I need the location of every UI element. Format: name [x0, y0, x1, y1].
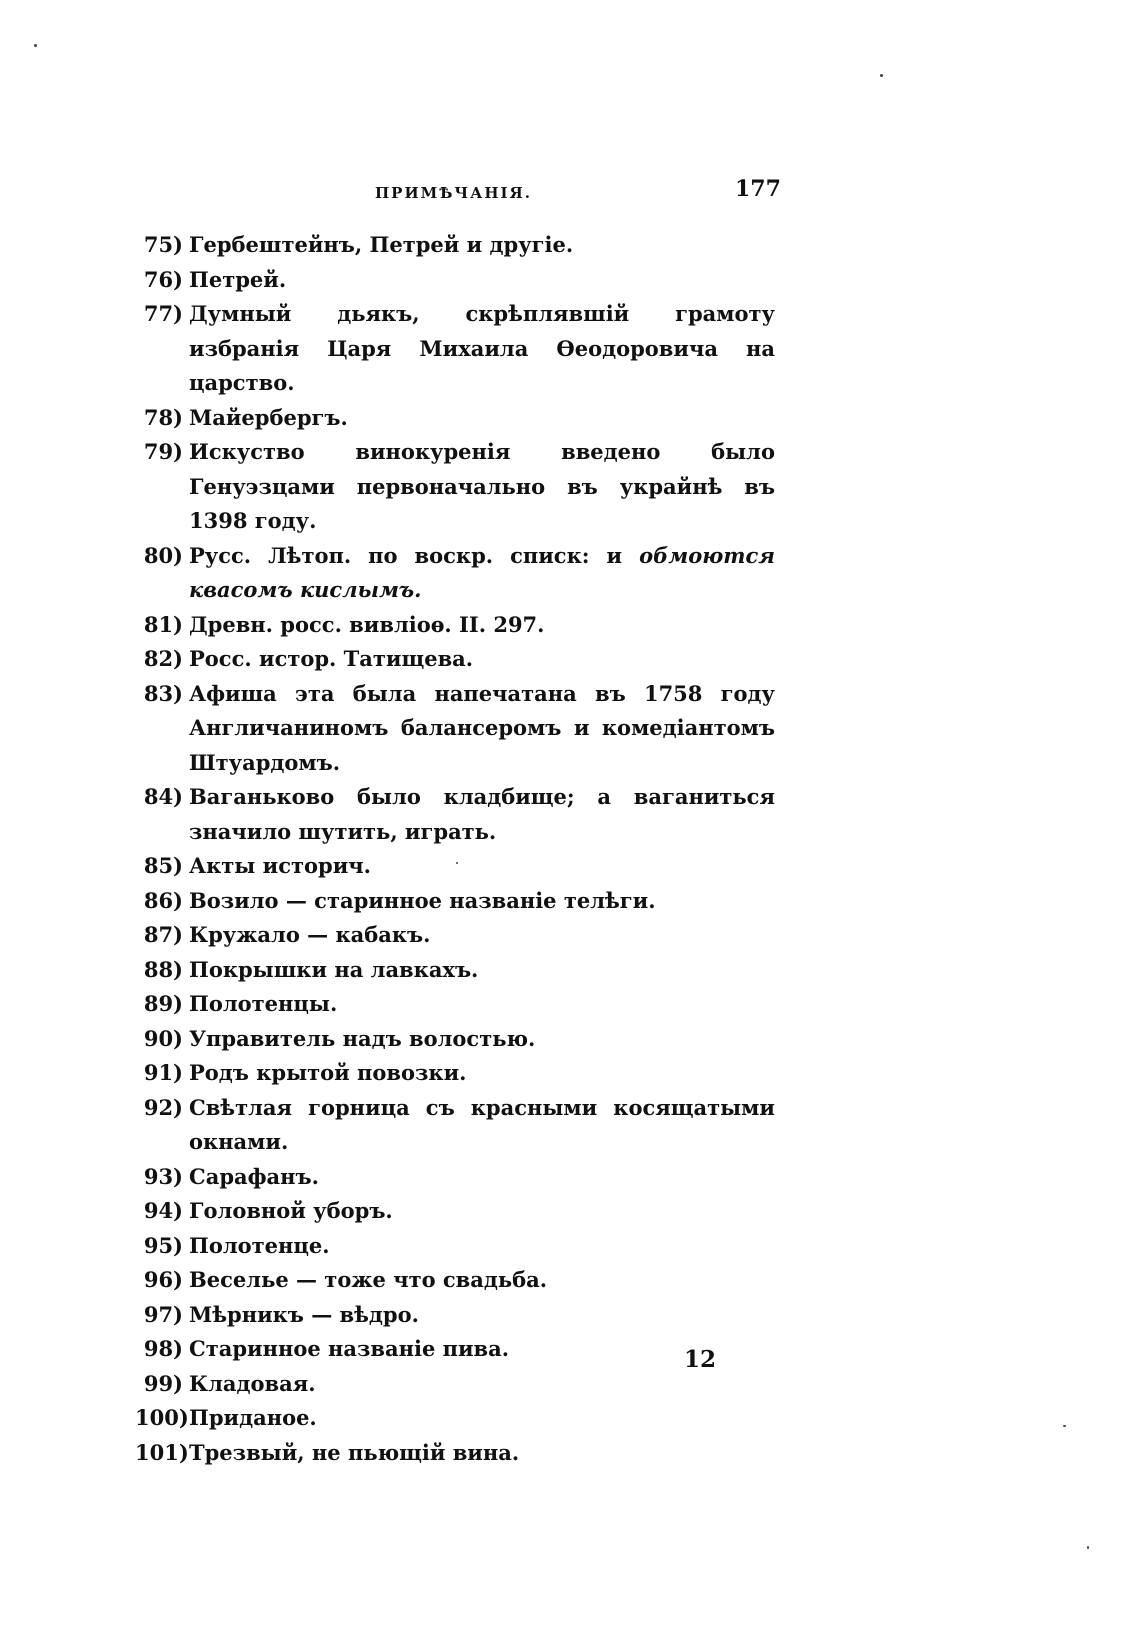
- note-item: [135, 1263, 775, 1298]
- note-text: Ваганьково было кладбище; а ваганиться значило шутить, играть.: [189, 784, 775, 844]
- scan-speck: [1087, 1546, 1089, 1549]
- note-text: [189, 539, 775, 608]
- note-item: [135, 1332, 775, 1367]
- note-number: 81): [143, 611, 183, 637]
- note-text: Думный дьякъ, скрѣплявшій грамоту избранія Царя Михаила Ѳеодоровича на царство.: [189, 301, 775, 395]
- signature-mark: 12: [684, 1346, 717, 1373]
- note-item: [135, 1091, 775, 1160]
- running-head: [135, 176, 781, 210]
- note-number: 95): [143, 1232, 183, 1258]
- note-item: [135, 1436, 775, 1471]
- note-number: 91): [143, 1060, 183, 1085]
- note-text: Афиша эта была напечатана въ 1758 году Англичаниномъ балансеромъ и комедіантомъ Штуардомъ.: [189, 680, 775, 775]
- note-number: 82): [143, 646, 183, 671]
- running-title: ПРИМѢЧАНІЯ.: [375, 184, 532, 202]
- note-text: Древн. росс. вивліоѳ. II. 297.: [189, 611, 545, 637]
- note-text: Управитель надъ волостью.: [189, 1025, 536, 1051]
- note-number: 76): [143, 266, 183, 292]
- scan-speck: [1063, 1425, 1066, 1427]
- note-item: [135, 401, 775, 436]
- note-number: 93): [143, 1163, 183, 1189]
- notes-list: [135, 228, 775, 1470]
- note-number: 78): [143, 404, 183, 430]
- note-item: [135, 1229, 775, 1264]
- note-text: Трезвый, не пьющій вина.: [189, 1439, 520, 1465]
- note-number: 87): [143, 922, 183, 947]
- note-item: [135, 608, 775, 643]
- note-item: [135, 918, 775, 953]
- note-text: Гербештейнъ, Петрей и другіе.: [189, 232, 574, 257]
- note-text: Акты историч.: [189, 853, 371, 878]
- scan-speck: [456, 862, 458, 864]
- note-text: Старинное названіе пива.: [189, 1336, 510, 1361]
- scan-speck: [34, 44, 37, 47]
- note-text: Сарафанъ.: [189, 1163, 319, 1189]
- note-item: [135, 780, 775, 849]
- note-item: [135, 642, 775, 677]
- note-text: Кружало — кабакъ.: [189, 922, 431, 947]
- note-item: [135, 263, 775, 298]
- note-item: [135, 228, 775, 263]
- note-number: 88): [143, 956, 183, 982]
- note-item: [135, 1194, 775, 1229]
- note-text: Головной уборъ.: [189, 1198, 393, 1223]
- note-text: Приданое.: [189, 1405, 317, 1430]
- note-item: [135, 884, 775, 919]
- note-number: 101): [135, 1439, 189, 1465]
- note-text: Искуство винокуренія введено было Генуэзцами первоначально въ украйнѣ въ 1398 году.: [189, 439, 775, 533]
- note-number: 84): [143, 784, 183, 809]
- note-text: Полотенцы.: [189, 991, 338, 1016]
- scan-speck: [880, 74, 883, 77]
- note-number: 96): [143, 1267, 183, 1292]
- note-number: 80): [143, 542, 183, 568]
- note-item: [135, 1022, 775, 1057]
- note-item: [135, 953, 775, 988]
- note-item: [135, 1056, 775, 1091]
- note-text: Росс. истор. Татищева.: [189, 646, 474, 671]
- note-item: [135, 1401, 775, 1436]
- note-number: 83): [143, 680, 183, 706]
- note-number: 98): [143, 1336, 183, 1361]
- note-text: Родъ крытой повозки.: [189, 1060, 467, 1085]
- note-number: 90): [143, 1025, 183, 1051]
- note-number: 97): [143, 1301, 183, 1327]
- note-text: Мѣрникъ — вѣдро.: [189, 1301, 419, 1327]
- note-number: 75): [143, 232, 183, 257]
- note-number: 92): [143, 1094, 183, 1120]
- note-item: [135, 539, 775, 608]
- note-text: Петрей.: [189, 266, 287, 292]
- note-item: [135, 987, 775, 1022]
- note-text: Покрышки на лавкахъ.: [189, 956, 479, 982]
- note-number: 99): [143, 1370, 183, 1396]
- note-text: Веселье — тоже что свадьба.: [189, 1267, 548, 1292]
- note-item: [135, 435, 775, 539]
- note-item: [135, 1298, 775, 1333]
- note-number: 94): [143, 1198, 183, 1223]
- page-number: 177: [735, 176, 781, 202]
- note-number: 86): [143, 887, 183, 913]
- note-item: [135, 677, 775, 781]
- note-number: 85): [143, 853, 183, 878]
- note-item: [135, 1160, 775, 1195]
- note-text: Свѣтлая горница съ красными косящатыми окнами.: [189, 1094, 775, 1154]
- note-item: [135, 849, 775, 884]
- note-text: Возило — старинное названіе телѣги.: [189, 887, 656, 913]
- note-text: Полотенце.: [189, 1232, 330, 1258]
- note-item: [135, 297, 775, 401]
- note-text-plain: Русс. Лѣтоп. по воскр. списк: и: [189, 542, 640, 568]
- note-text: Кладовая.: [189, 1370, 316, 1396]
- note-text-quote: обмоются квасомъ кислымъ.: [189, 542, 775, 602]
- note-text: Майербергъ.: [189, 404, 348, 430]
- note-number: 77): [143, 301, 183, 326]
- note-number: 89): [143, 991, 183, 1016]
- note-number: 79): [143, 439, 183, 464]
- note-item: [135, 1367, 775, 1402]
- note-number: 100): [135, 1405, 189, 1430]
